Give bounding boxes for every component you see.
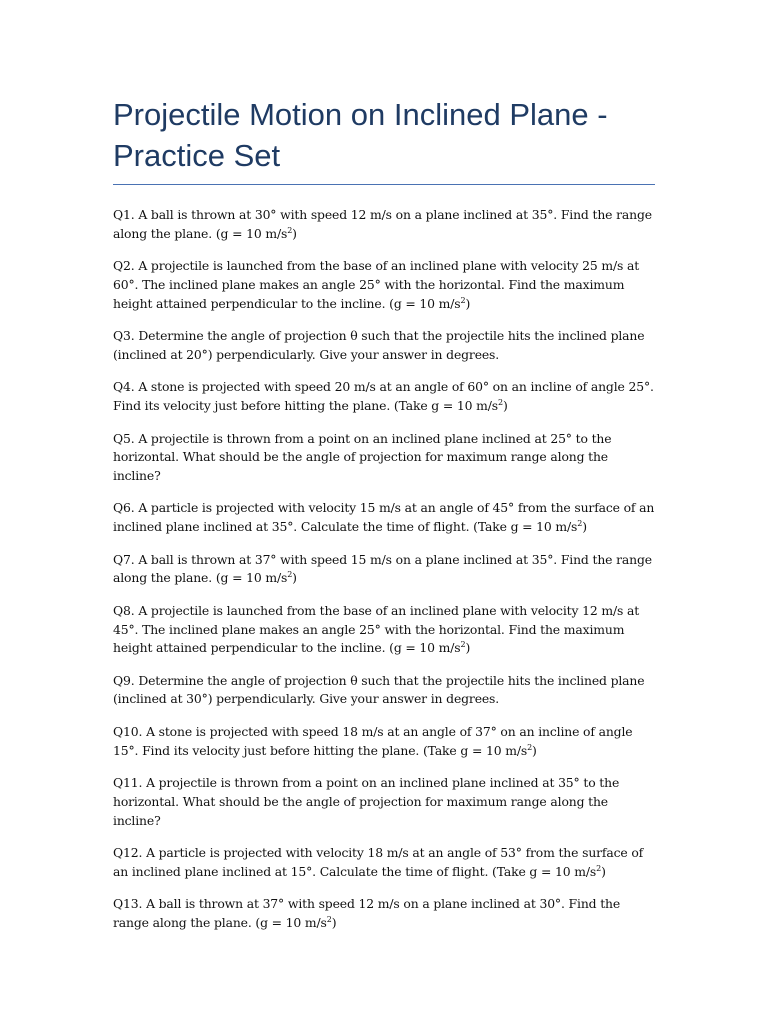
question-5 xyxy=(113,430,655,486)
question-6 xyxy=(113,499,655,536)
question-text: A projectile is thrown from a point on an inclined plane inclined at 25° to the horizontal. What should be the angle of projection for maximum range along the incline? xyxy=(113,430,612,483)
superscript-2: 2 xyxy=(596,863,602,873)
superscript-2: 2 xyxy=(287,225,293,235)
superscript-2: 2 xyxy=(460,295,466,305)
question-2 xyxy=(113,257,655,313)
superscript-2: 2 xyxy=(460,640,466,650)
question-3 xyxy=(113,327,655,364)
question-label: Q8. xyxy=(113,602,135,618)
question-suffix: ) xyxy=(465,640,471,656)
superscript-2: 2 xyxy=(527,742,533,752)
question-suffix: ) xyxy=(465,295,471,311)
question-label: Q7. xyxy=(113,551,135,567)
question-9 xyxy=(113,672,655,709)
question-text: A projectile is launched from the base of an inclined plane with velocity 25 m/s at 60°. The inclined plane makes an angle 25° with the horizontal. Find the maximum height attained perpendicular to the incline. (g = 10 m/s xyxy=(113,258,640,311)
question-label: Q4. xyxy=(113,379,135,395)
question-text: Determine the angle of projection θ such that the projectile hits the inclined plane (inclined at 30°) perpendicularly. Give your answer in degrees. xyxy=(113,672,645,707)
question-suffix: ) xyxy=(582,519,587,535)
question-label: Q12. xyxy=(113,845,143,861)
question-label: Q10. xyxy=(113,723,143,739)
title-underline xyxy=(113,184,655,185)
question-text: A ball is thrown at 37° with speed 12 m/s on a plane inclined at 30°. Find the range along the plane. (g = 10 m/s xyxy=(113,896,621,930)
superscript-2: 2 xyxy=(326,914,332,924)
document-title: Projectile Motion on Inclined Plane - Practice Set xyxy=(113,97,608,173)
question-text: A stone is projected with speed 20 m/s at an angle of 60° on an incline of angle 25°. Find its velocity just before hitting the plane. (Take g = 10 m/s xyxy=(113,379,654,414)
question-7 xyxy=(113,551,655,588)
superscript-2: 2 xyxy=(287,570,293,580)
question-label: Q11. xyxy=(113,775,143,791)
question-label: Q5. xyxy=(113,430,135,446)
question-text: A ball is thrown at 30° with speed 12 m/s on a plane inclined at 35°. Find the range along the plane. (g = 10 m/s xyxy=(113,207,652,241)
question-suffix: ) xyxy=(502,398,508,414)
question-label: Q9. xyxy=(113,672,135,688)
question-12 xyxy=(113,844,655,881)
question-10 xyxy=(113,723,655,760)
question-text: A projectile is launched from the base of an inclined plane with velocity 12 m/s at 45°. The inclined plane makes an angle 25° with the horizontal. Find the maximum height attained perpendicular to the incline. (g = 10 m/s xyxy=(113,602,640,656)
document-page xyxy=(113,94,655,946)
superscript-2: 2 xyxy=(497,398,503,408)
question-label: Q3. xyxy=(113,328,135,344)
question-label: Q13. xyxy=(113,896,143,912)
question-list xyxy=(113,206,655,933)
question-suffix: ) xyxy=(331,914,337,930)
question-text: A projectile is thrown from a point on an inclined plane inclined at 35° to the horizontal. What should be the angle of projection for maximum range along the incline? xyxy=(113,775,620,828)
question-label: Q1. xyxy=(113,207,135,222)
question-text: A particle is projected with velocity 15 m/s at an angle of 45° from the surface of an inclined plane inclined at 35°. Calculate the time of flight. (Take g = 10 m/s xyxy=(113,500,655,535)
question-13 xyxy=(113,895,655,932)
question-4 xyxy=(113,378,655,415)
question-suffix: ) xyxy=(292,570,297,586)
question-text: A ball is thrown at 37° with speed 15 m/s on a plane inclined at 35°. Find the range along the plane. (g = 10 m/s xyxy=(113,551,652,586)
question-label: Q6. xyxy=(113,500,135,516)
question-suffix: ) xyxy=(292,225,297,241)
question-text: A stone is projected with speed 18 m/s at an angle of 37° on an incline of angle 15°. Find its velocity just before hitting the plane. (Take g = 10 m/s xyxy=(113,723,633,758)
superscript-2: 2 xyxy=(577,519,583,529)
question-text: A particle is projected with velocity 18 m/s at an angle of 53° from the surface of an inclined plane inclined at 15°. Calculate the time of flight. (Take g = 10 m/s xyxy=(113,845,644,879)
question-11 xyxy=(113,774,655,830)
question-text: Determine the angle of projection θ such that the projectile hits the inclined plane (inclined at 20°) perpendicularly. Give your answer in degrees. xyxy=(113,328,645,362)
question-suffix: ) xyxy=(601,863,606,879)
question-label: Q2. xyxy=(113,258,135,274)
question-1 xyxy=(113,206,655,243)
question-suffix: ) xyxy=(532,742,537,758)
question-8 xyxy=(113,602,655,658)
